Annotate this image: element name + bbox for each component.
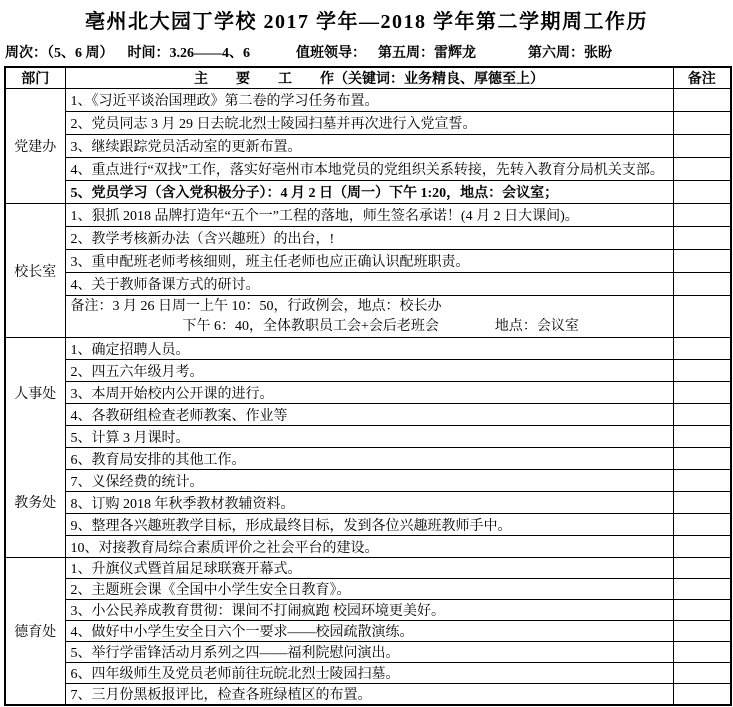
remark-cell xyxy=(673,112,731,135)
table-row xyxy=(5,360,731,382)
remark-cell xyxy=(673,684,731,706)
table-row xyxy=(5,426,731,448)
remark-cell xyxy=(673,338,731,360)
remark-cell xyxy=(673,181,731,204)
table-row xyxy=(5,536,731,558)
info-line xyxy=(5,42,733,62)
note-row xyxy=(5,296,731,338)
header-row xyxy=(5,67,731,89)
dept-label-deyuchu: 德育处 xyxy=(5,558,65,706)
task-text-bold: 5、党员学习（含入党积极分子）：4 月 2 日（周一）下午 1:20，地点：会议室； xyxy=(65,181,673,204)
task-text: 1、升旗仪式暨首届足球联赛开幕式。 xyxy=(65,558,673,579)
dept-label-dangjianban: 党建办 xyxy=(5,89,65,204)
remark-cell xyxy=(673,404,731,426)
remark-cell xyxy=(673,158,731,181)
task-text: 2、主题班会课《全国中小学生安全日教育》。 xyxy=(65,579,673,600)
remark-cell xyxy=(673,296,731,338)
dept-label-jiaowuchu: 教务处 xyxy=(5,448,65,558)
table-row xyxy=(5,579,731,600)
task-text: 8、订购 2018 年秋季教材教辅资料。 xyxy=(65,492,673,514)
table-row xyxy=(5,448,731,470)
remark-cell xyxy=(673,558,731,579)
table-row xyxy=(5,600,731,621)
remark-cell xyxy=(673,135,731,158)
task-text: 3、小公民养成教育贯彻：课间不打闹疯跑 校园环境更美好。 xyxy=(65,600,673,621)
col-header-main: 主 要 工 作（关键词：业务精良、厚德至上） xyxy=(65,67,673,89)
remark-cell xyxy=(673,514,731,536)
remark-cell xyxy=(673,448,731,470)
document-title: 亳州北大园丁学校 2017 学年—2018 学年第二学期周工作历 xyxy=(85,11,648,33)
remark-cell xyxy=(673,360,731,382)
remark-cell xyxy=(673,600,731,621)
task-text: 5、计算 3 月课时。 xyxy=(65,426,673,448)
table-row xyxy=(5,382,731,404)
note-line-1: 备注：3 月 26 日周一上午 10：50，行政例会，地点：校长办 xyxy=(70,298,442,314)
note-line-2: 下午 6：40，全体教职员工会+会后老班会 地点：会议室 xyxy=(182,318,579,334)
remark-cell xyxy=(673,204,731,227)
time-range-label: 时间：3.26——4、6 xyxy=(127,46,250,61)
dept-label-renshichu: 人事处 xyxy=(5,338,65,448)
table-row xyxy=(5,642,731,663)
task-text: 4、各教研组检查老师教案、作业等 xyxy=(65,404,673,426)
remark-cell xyxy=(673,426,731,448)
task-text: 2、教学考核新办法（含兴趣班）的出台，! xyxy=(65,227,673,250)
table-row xyxy=(5,684,731,706)
task-text: 3、继续跟踪党员活动室的更新布置。 xyxy=(65,135,673,158)
table-row xyxy=(5,338,731,360)
task-text: 9、整理各兴趣班教学目标，形成最终目标，发到各位兴趣班教师手中。 xyxy=(65,514,673,536)
note-cell xyxy=(65,296,673,338)
week-range-label: 周次：（5、6 周） xyxy=(5,46,114,61)
table-row xyxy=(5,621,731,642)
task-text: 6、教育局安排的其他工作。 xyxy=(65,448,673,470)
task-text: 6、四年级师生及党员老师前往玩皖北烈士陵园扫墓。 xyxy=(65,663,673,684)
table-row xyxy=(5,89,731,112)
task-text: 5、举行学雷锋活动月系列之四——福利院慰问演出。 xyxy=(65,642,673,663)
table-row xyxy=(5,558,731,579)
table-row xyxy=(5,514,731,536)
col-header-dept: 部门 xyxy=(5,67,65,89)
remark-cell xyxy=(673,642,731,663)
remark-cell xyxy=(673,273,731,296)
remark-cell xyxy=(673,663,731,684)
task-text: 3、重申配班老师考核细则，班主任老师也应正确认识配班职责。 xyxy=(65,250,673,273)
table-row xyxy=(5,181,731,204)
task-text: 4、做好中小学生安全日六个一要求——校园疏散演练。 xyxy=(65,621,673,642)
table-row xyxy=(5,112,731,135)
remark-cell xyxy=(673,579,731,600)
schedule-table xyxy=(4,66,732,706)
table-row xyxy=(5,273,731,296)
remark-cell xyxy=(673,470,731,492)
remark-cell xyxy=(673,250,731,273)
remark-cell xyxy=(673,621,731,642)
table-row xyxy=(5,204,731,227)
table-row xyxy=(5,492,731,514)
remark-cell xyxy=(673,227,731,250)
remark-cell xyxy=(673,536,731,558)
remark-cell xyxy=(673,382,731,404)
task-text: 2、四五六年级月考。 xyxy=(65,360,673,382)
remark-cell xyxy=(673,492,731,514)
dept-label-xiaozhangshi: 校长室 xyxy=(5,204,65,338)
task-text: 7、三月份黑板报评比，检查各班绿植区的布置。 xyxy=(65,684,673,706)
duty-leader-label: 值班领导： xyxy=(296,46,366,61)
task-text: 1、《习近平谈治国理政》第二卷的学习任务布置。 xyxy=(65,89,673,112)
table-row xyxy=(5,250,731,273)
task-text: 4、关于教师备课方式的研讨。 xyxy=(65,273,673,296)
duty-week6-label: 第六周：张盼 xyxy=(528,46,612,61)
task-text: 3、本周开始校内公开课的进行。 xyxy=(65,382,673,404)
table-row xyxy=(5,663,731,684)
table-row xyxy=(5,158,731,181)
task-text: 1、狠抓 2018 品牌打造年“五个一”工程的落地，师生签名承诺！(4 月 2 日大课间)。 xyxy=(65,204,673,227)
col-header-remark: 备注 xyxy=(673,67,731,89)
table-row xyxy=(5,135,731,158)
duty-week5-label: 第五周：雷辉龙 xyxy=(378,46,476,61)
task-text: 7、义保经费的统计。 xyxy=(65,470,673,492)
table-row xyxy=(5,404,731,426)
remark-cell xyxy=(673,89,731,112)
task-text: 10、对接教育局综合素质评价之社会平台的建设。 xyxy=(65,536,673,558)
task-text: 4、重点进行“双找”工作，落实好亳州市本地党员的党组织关系转接，先转入教育分局机关支部。 xyxy=(65,158,673,181)
task-text: 1、确定招聘人员。 xyxy=(65,338,673,360)
task-text: 2、党员同志 3 月 29 日去皖北烈士陵园扫墓并再次进行入党宣誓。 xyxy=(65,112,673,135)
table-row xyxy=(5,227,731,250)
table-row xyxy=(5,470,731,492)
